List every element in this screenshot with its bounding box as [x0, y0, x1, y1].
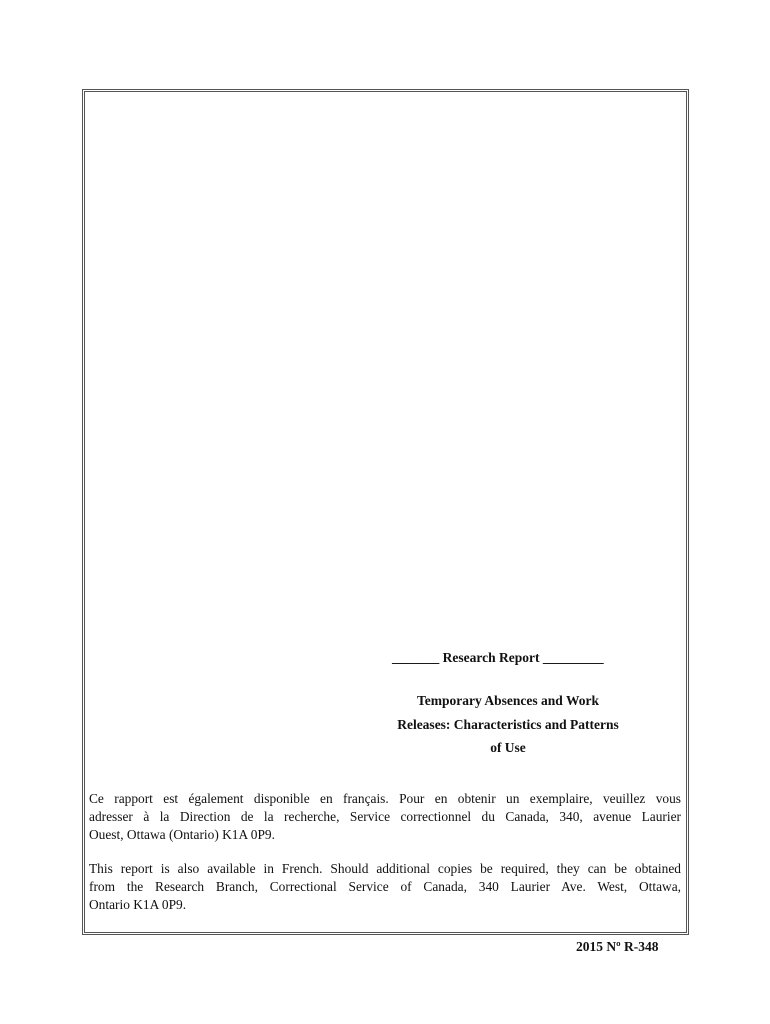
- english-notice-line-1: This report is also available in French. Should additional copies be required, they can be obtained: [89, 861, 681, 876]
- english-notice-line-3: Ontario K1A 0P9.: [89, 897, 187, 912]
- french-availability-notice: [89, 790, 681, 844]
- report-title-line-1: Temporary Absences and Work: [417, 693, 599, 708]
- french-notice-line-3: Ouest, Ottawa (Ontario) K1A 0P9.: [89, 827, 275, 842]
- french-notice-line-2: adresser à la Direction de la recherche, Service correctionnel du Canada, 340, avenue Laurier: [89, 809, 681, 824]
- french-notice-line-1: Ce rapport est également disponible en français. Pour en obtenir un exemplaire, veuillez vous: [89, 791, 681, 806]
- report-title: [372, 689, 644, 760]
- english-availability-notice: [89, 860, 681, 914]
- report-title-line-2: Releases: Characteristics and Patterns: [397, 716, 619, 732]
- english-notice-line-2: from the Research Branch, Correctional Service of Canada, 340 Laurier Ave. West, Ottawa,: [89, 879, 681, 894]
- report-title-line-3: of Use: [490, 740, 526, 755]
- research-report-heading: _______ Research Report _________: [392, 650, 604, 665]
- report-number: 2015 Nº R-348: [576, 939, 659, 954]
